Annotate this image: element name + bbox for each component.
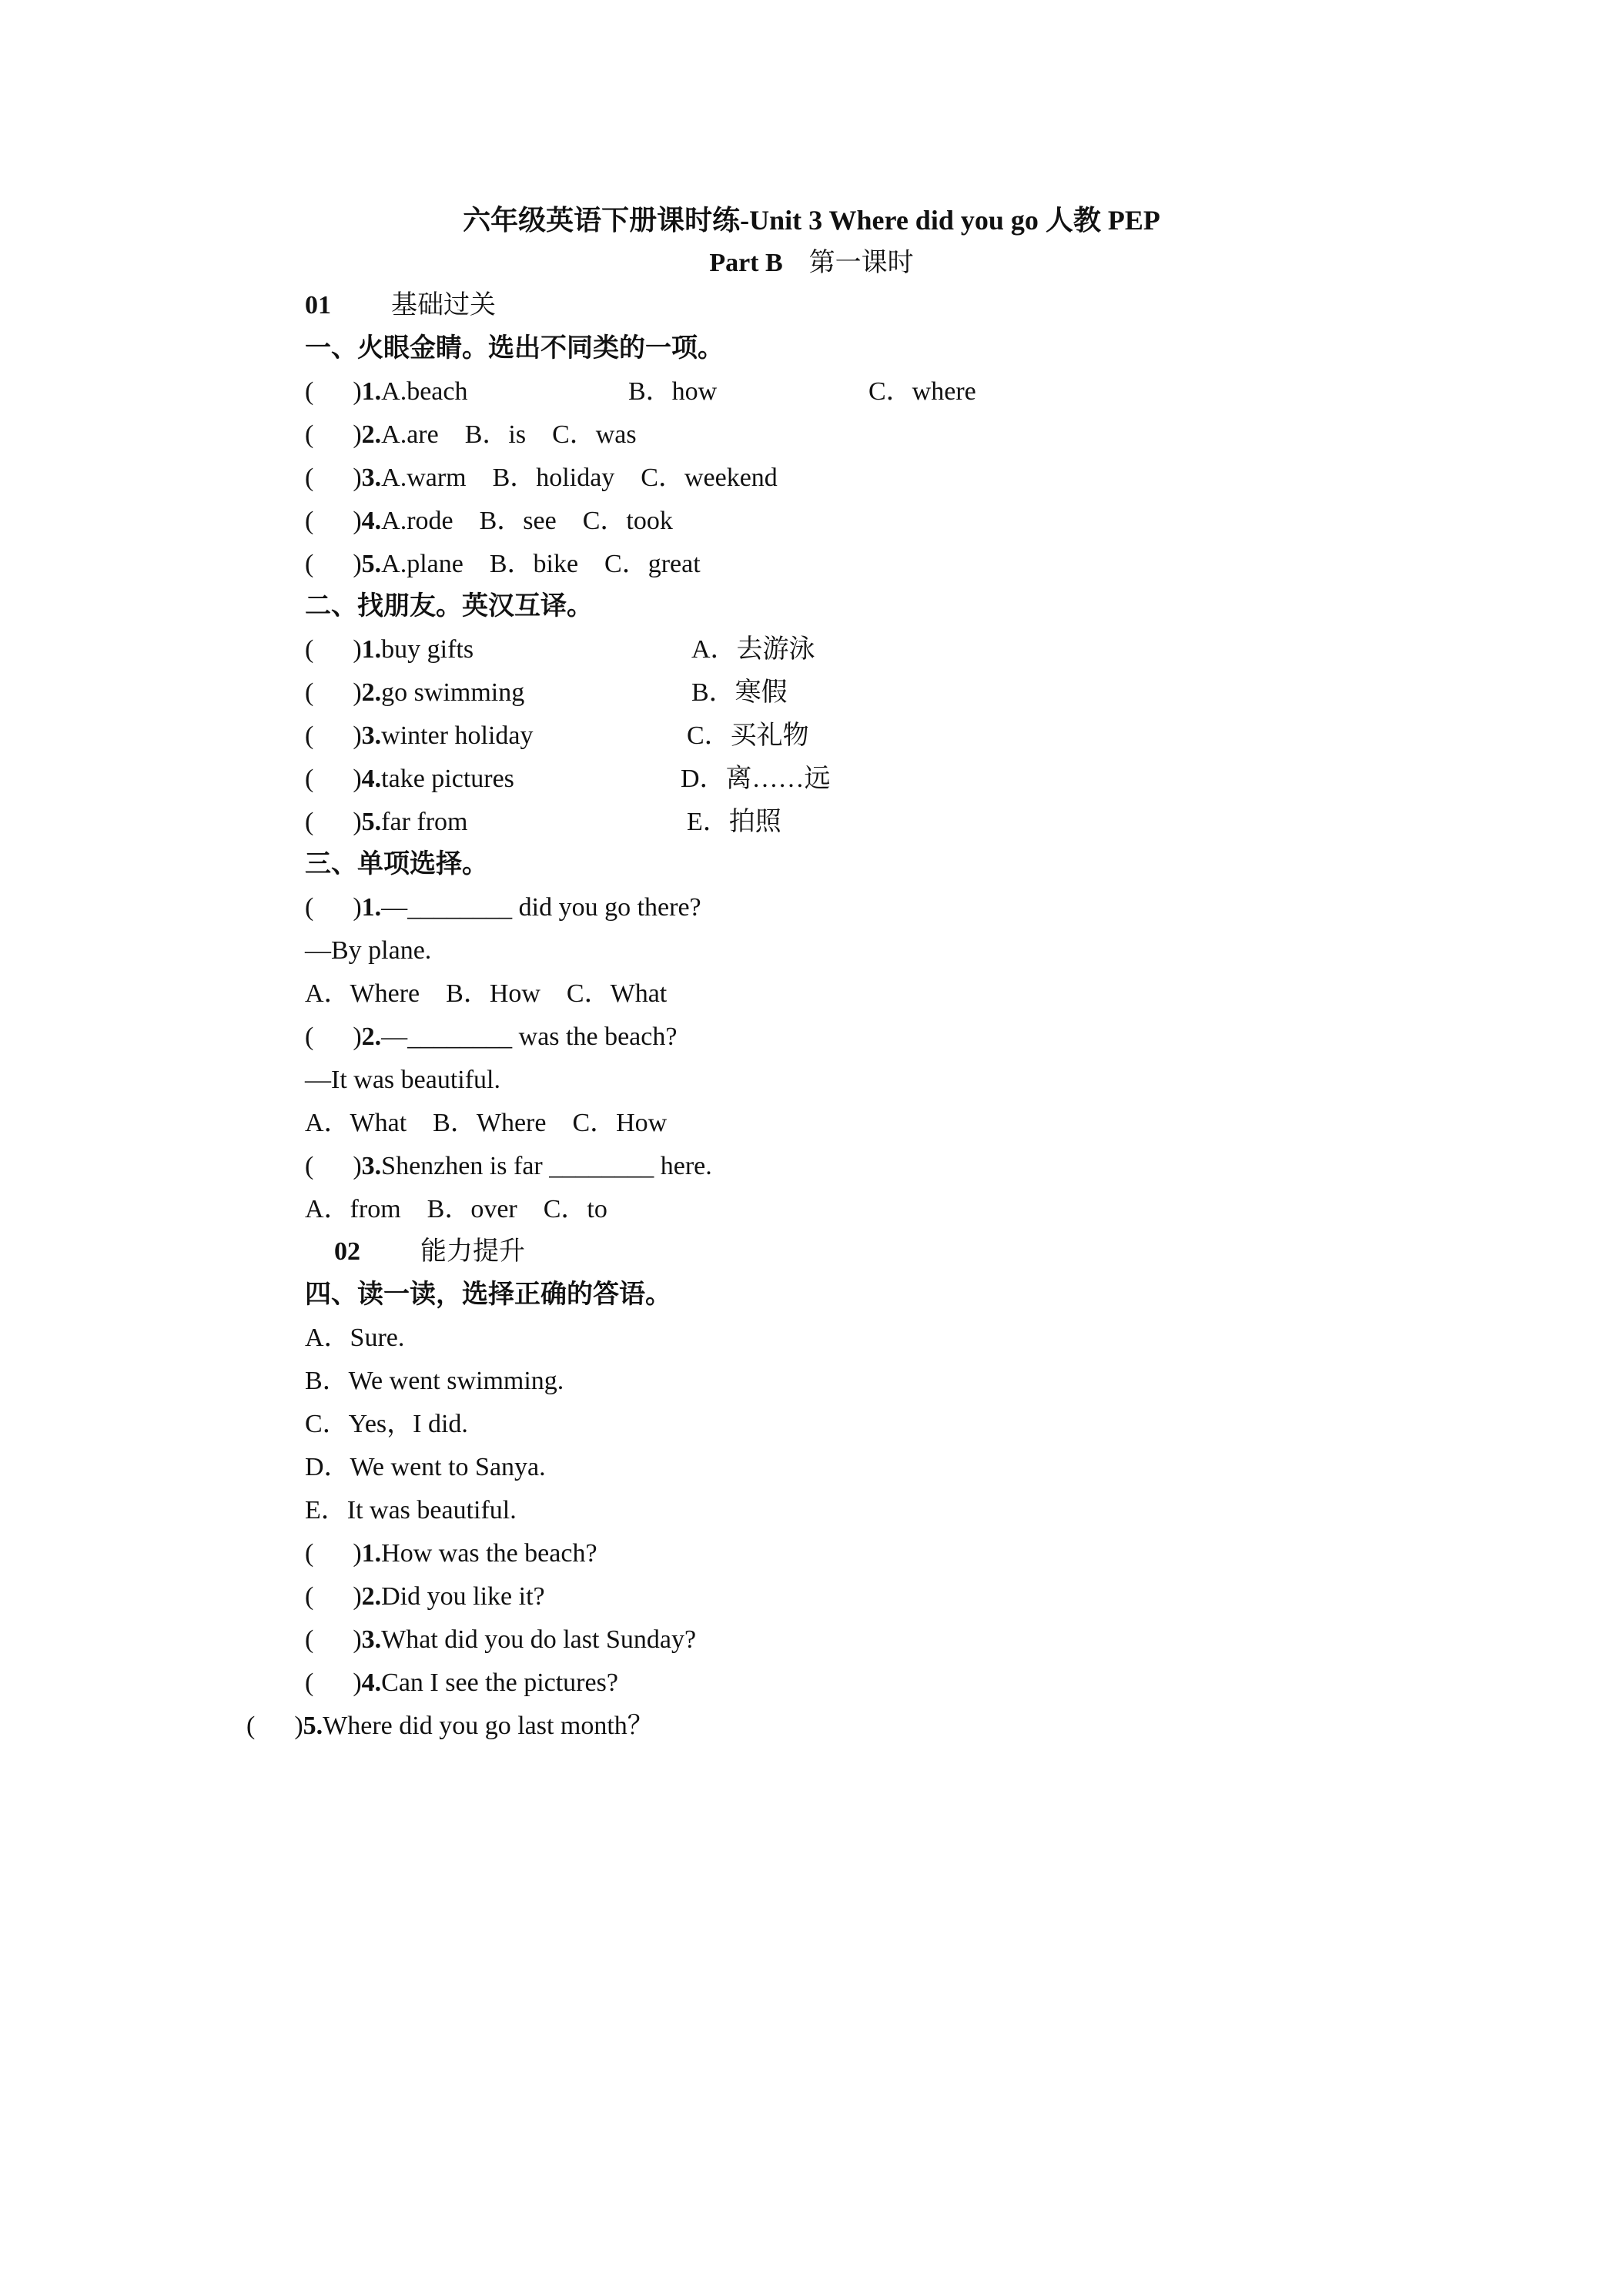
section-01-header — [305, 290, 496, 321]
chinese-option: B．寒假 — [691, 678, 788, 707]
english-phrase: far from — [381, 808, 468, 836]
chinese-option: D．离……远 — [681, 765, 831, 793]
item-options: A.are B．is C．was — [381, 420, 637, 449]
q2-item-4 — [305, 764, 831, 795]
q4-item-1 — [305, 1538, 597, 1569]
section-number: 01 — [305, 291, 331, 320]
q4-item-3 — [305, 1625, 696, 1655]
q3-item-2-reply: —It was beautiful. — [305, 1066, 500, 1094]
q1-item-3 — [305, 463, 778, 494]
item-options: A.warm B．holiday C．weekend — [381, 464, 778, 492]
item-number: 3. — [361, 464, 382, 492]
question-3-heading: 三、单项选择。 — [305, 850, 488, 879]
q3-item-2 — [305, 1022, 677, 1053]
q3-item-1-options: A．Where B．How C．What — [305, 979, 668, 1008]
answer-paren[interactable]: ( ) — [305, 1668, 362, 1697]
question-2-heading: 二、找朋友。英汉互译。 — [305, 592, 593, 621]
item-number: 1. — [361, 1539, 382, 1568]
section-number: 02 — [334, 1237, 360, 1266]
answer-paren[interactable]: ( ) — [305, 635, 362, 664]
item-number: 5. — [303, 1712, 323, 1740]
english-phrase: go swimming — [381, 678, 525, 707]
item-number: 3. — [361, 1625, 382, 1654]
q3-item-3-options: A．from B．over C．to — [305, 1195, 607, 1223]
q4-answer-d: D．We went to Sanya. — [305, 1453, 546, 1481]
item-number: 3. — [361, 721, 382, 750]
english-phrase: winter holiday — [381, 721, 534, 750]
item-options: A.rode B．see C．took — [381, 507, 673, 535]
item-number: 2. — [361, 678, 382, 707]
section-02-header — [334, 1237, 525, 1267]
q3-item-1-reply: —By plane. — [305, 936, 432, 965]
item-number: 3. — [361, 1152, 382, 1180]
section-label: 基础过关 — [391, 291, 496, 320]
answer-paren[interactable]: ( ) — [246, 1712, 303, 1740]
q4-answer-b: B．We went swimming. — [305, 1367, 564, 1395]
q4-item-2 — [305, 1581, 545, 1612]
question-text: Shenzhen is far ________ here. — [381, 1152, 712, 1180]
answer-paren[interactable]: ( ) — [305, 765, 362, 793]
item-number: 2. — [361, 420, 382, 449]
answer-paren[interactable]: ( ) — [305, 808, 362, 836]
item-number: 2. — [361, 1022, 382, 1051]
q4-item-5 — [246, 1711, 654, 1742]
q1-item-4 — [305, 506, 673, 537]
chinese-option: A．去游泳 — [691, 635, 815, 664]
page-subtitle — [0, 248, 1623, 279]
answer-paren[interactable]: ( ) — [305, 507, 362, 535]
q4-answer-e: E．It was beautiful. — [305, 1496, 517, 1525]
english-phrase: buy gifts — [381, 635, 474, 664]
q1-item-1 — [305, 377, 976, 407]
question-4-heading: 四、读一读，选择正确的答语。 — [305, 1280, 671, 1309]
q4-answer-a: A．Sure. — [305, 1324, 405, 1352]
question-1-heading: 一、火眼金睛。选出不同类的一项。 — [305, 334, 724, 363]
item-number: 4. — [361, 507, 382, 535]
section-label: 能力提升 — [420, 1237, 525, 1266]
q1-item-2 — [305, 420, 637, 450]
q2-item-1 — [305, 634, 815, 665]
item-number: 2. — [361, 1582, 382, 1611]
question-text: —________ did you go there? — [381, 893, 701, 922]
answer-paren[interactable]: ( ) — [305, 420, 362, 449]
answer-paren[interactable]: ( ) — [305, 1152, 362, 1180]
question-text: Can I see the pictures? — [381, 1668, 618, 1697]
option-b: B．how — [628, 377, 718, 406]
chinese-option: E．拍照 — [687, 808, 781, 836]
q3-item-3 — [305, 1151, 712, 1182]
q4-answer-c: C．Yes，I did. — [305, 1410, 468, 1438]
answer-paren[interactable]: ( ) — [305, 1022, 362, 1051]
item-number: 1. — [361, 377, 382, 406]
page-title: 六年级英语下册课时练-Unit 3 Where did you go 人教 PEP — [463, 205, 1160, 236]
answer-paren[interactable]: ( ) — [305, 1582, 362, 1611]
item-number: 1. — [361, 893, 382, 922]
answer-paren[interactable]: ( ) — [305, 893, 362, 922]
item-number: 5. — [361, 808, 382, 836]
subtitle-lesson: 第一课时 — [808, 249, 914, 277]
answer-paren[interactable]: ( ) — [305, 377, 362, 406]
q3-item-1 — [305, 892, 701, 923]
question-text: What did you do last Sunday? — [381, 1625, 697, 1654]
item-number: 1. — [361, 635, 382, 664]
item-number: 5. — [361, 550, 382, 578]
chinese-option: C．买礼物 — [687, 721, 809, 750]
option-c: C．where — [868, 377, 976, 406]
q4-item-4 — [305, 1668, 618, 1699]
answer-paren[interactable]: ( ) — [305, 1539, 362, 1568]
answer-paren[interactable]: ( ) — [305, 721, 362, 750]
q2-item-3 — [305, 721, 809, 751]
q2-item-5 — [305, 807, 781, 838]
question-text: Did you like it? — [381, 1582, 545, 1611]
q3-item-2-options: A．What B．Where C．How — [305, 1109, 668, 1137]
question-text: How was the beach? — [381, 1539, 597, 1568]
question-text: —________ was the beach? — [381, 1022, 678, 1051]
q2-item-2 — [305, 678, 788, 708]
answer-paren[interactable]: ( ) — [305, 464, 362, 492]
option-a: A.beach — [381, 377, 468, 406]
english-phrase: take pictures — [381, 765, 514, 793]
subtitle-part: Part B — [709, 249, 783, 277]
answer-paren[interactable]: ( ) — [305, 678, 362, 707]
answer-paren[interactable]: ( ) — [305, 550, 362, 578]
item-number: 4. — [361, 765, 382, 793]
item-options: A.plane B．bike C．great — [381, 550, 701, 578]
question-text: Where did you go last month？ — [323, 1712, 654, 1740]
item-number: 4. — [361, 1668, 382, 1697]
answer-paren[interactable]: ( ) — [305, 1625, 362, 1654]
q1-item-5 — [305, 549, 701, 580]
